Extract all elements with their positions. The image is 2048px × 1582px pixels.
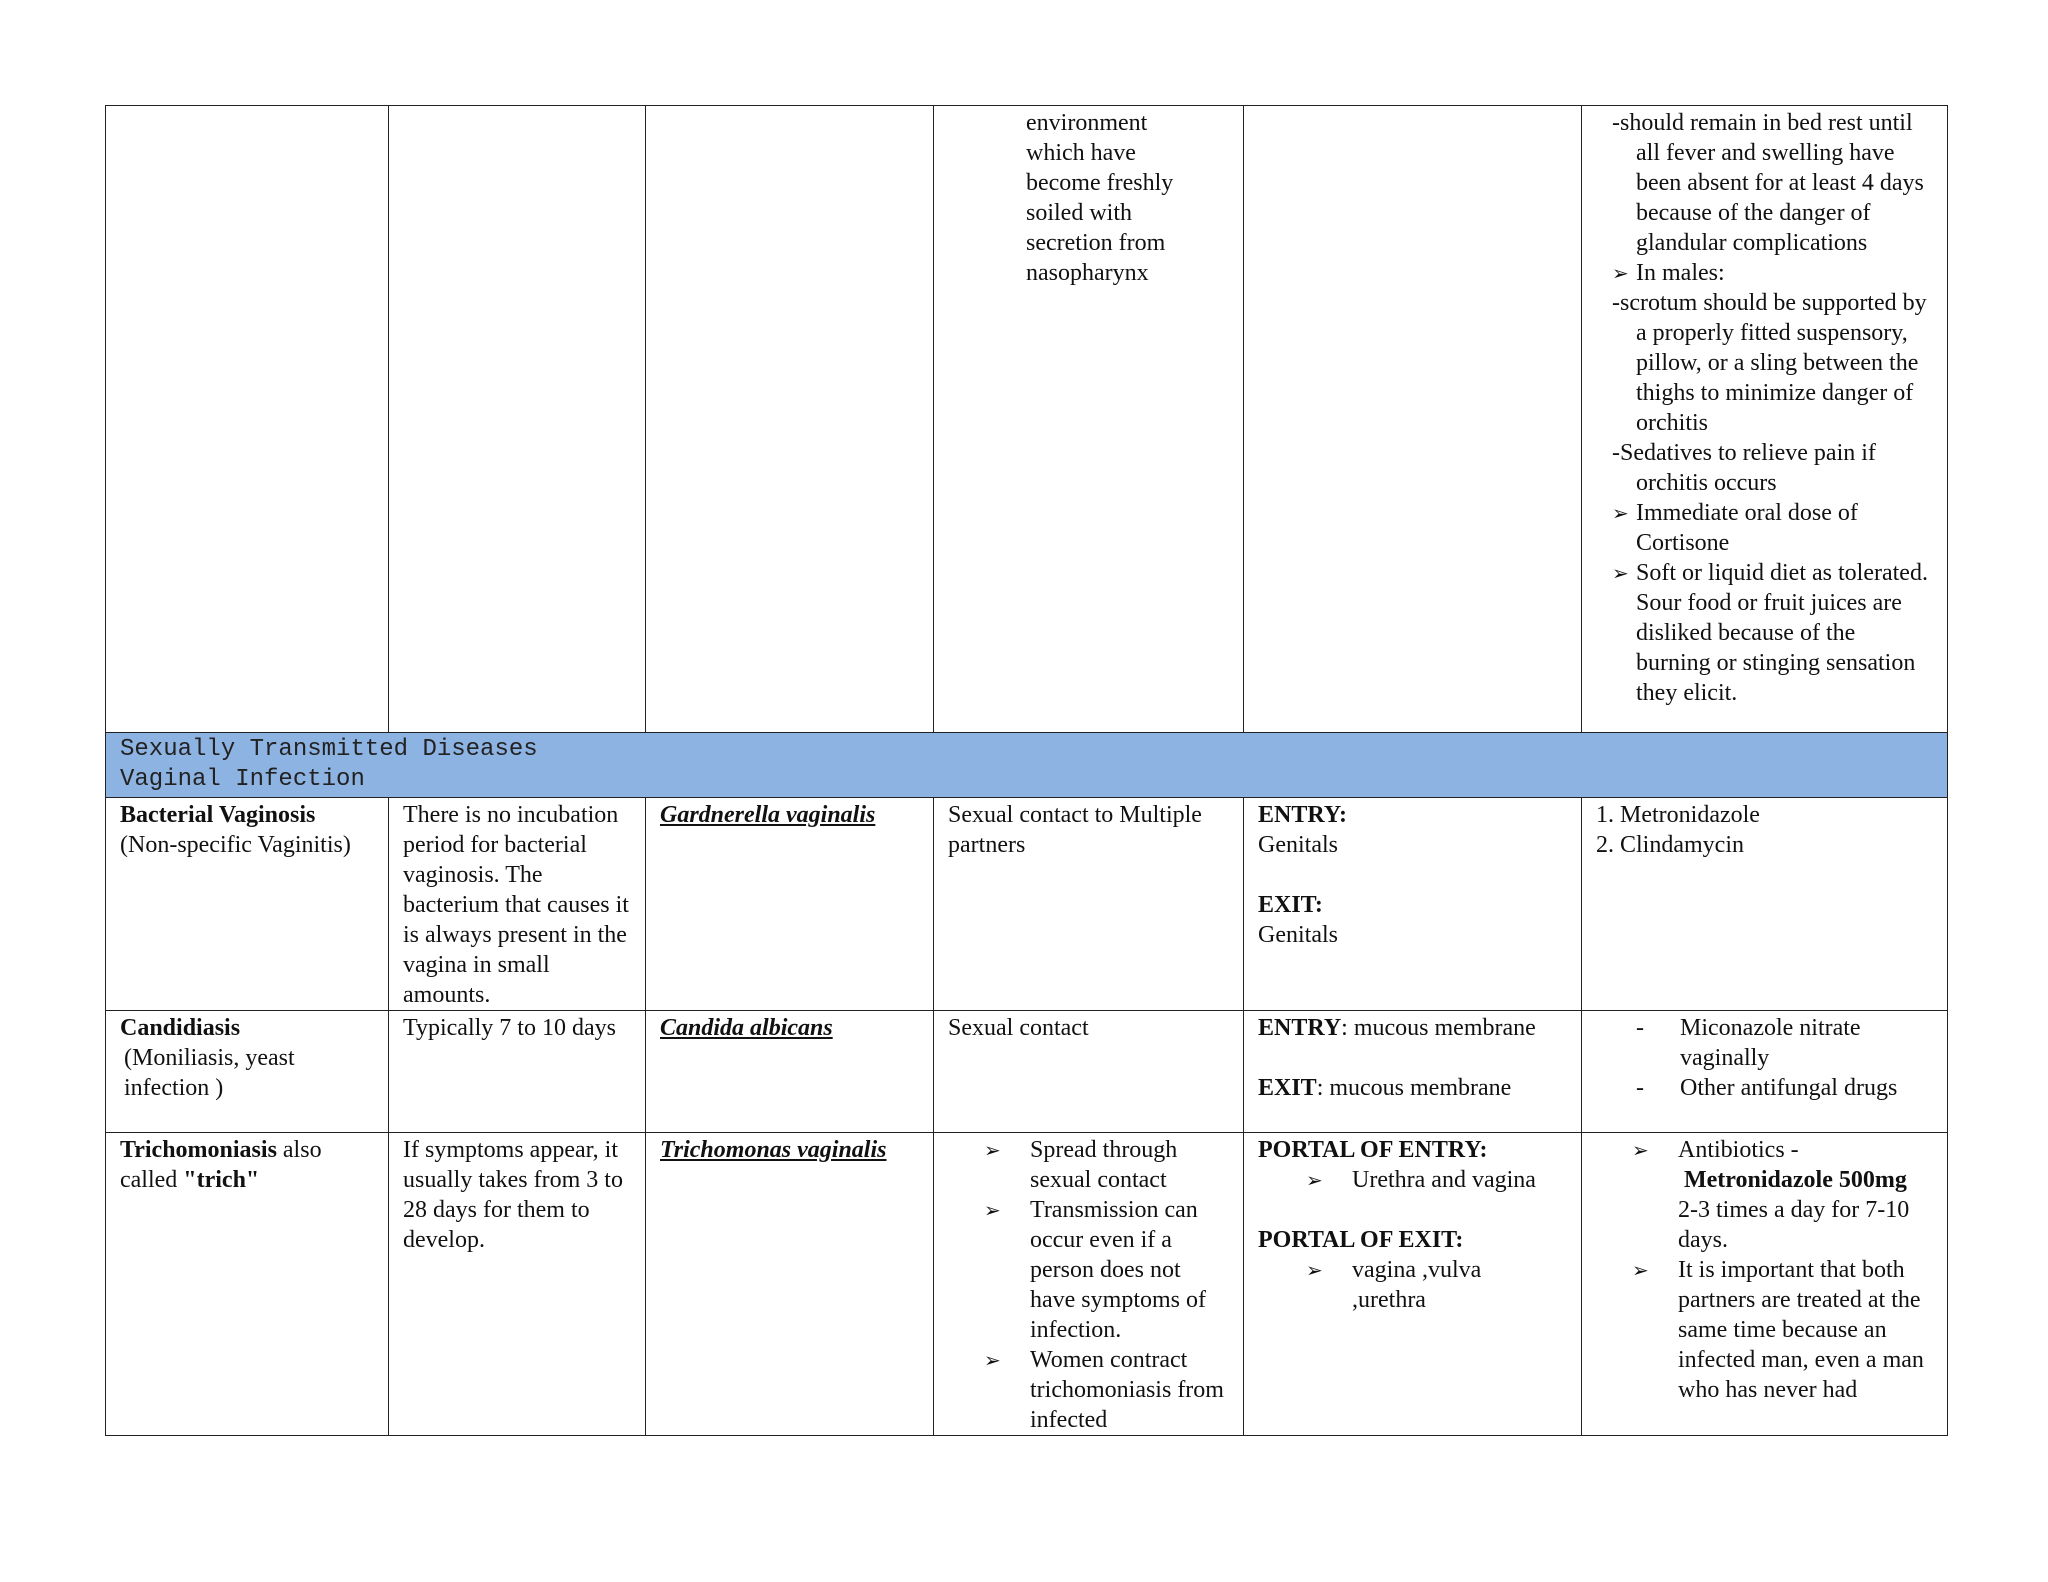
treatment-note: -should remain in bed rest until all fever and swelling have been absent for at least 4 days because of the danger of glandular complications [1612,110,1924,256]
arrow-bullet-icon: ➢ [1632,1138,1649,1162]
treatment-item: - Other antifungal drugs [1636,1075,1898,1101]
treatment-note: -scrotum should be supported by a properly fitted suspensory, pillow, or a sling between the thighs to minimize danger of orchitis [1612,290,1927,436]
arrow-bullet-icon: ➢ [1612,501,1629,525]
disease-name: Trichomoniasis [120,1137,277,1163]
treatment-bullet: ➢ It is important that both partners are treated at the same time because an infected man, even a man who has never had [1632,1257,1924,1403]
treatment-bullet: ➢ Immediate oral dose of Cortisone [1612,500,1858,556]
cell-treatment-continued [1582,106,1948,733]
text-line: secretion from [1026,230,1166,256]
entry-value: Genitals [1258,832,1338,858]
section-banner-row [106,733,1948,798]
entry-label: PORTAL OF ENTRY: [1258,1137,1488,1163]
cell-agent [646,1011,934,1133]
cell-disease [106,1133,389,1436]
exit-label: EXIT [1258,1075,1317,1101]
exit-value: ➢ vagina ,vulva ,urethra [1306,1257,1482,1313]
treatment-note: -Sedatives to relieve pain if orchitis occurs [1612,440,1876,496]
arrow-bullet-icon: ➢ [1632,1258,1649,1282]
treatment-bullet: ➢ Antibiotics - Metronidazole 500mg 2-3 times a day for 7-10 days. [1586,1135,1935,1255]
exit-label: EXIT: [1258,892,1323,918]
exit-line [1258,1073,1569,1103]
transmission-bullet: ➢ Women contract trichomoniasis from infected [984,1347,1224,1433]
entry-value: : mucous membrane [1341,1015,1536,1041]
exit-value: Genitals [1258,922,1338,948]
table-row-continued [106,106,1948,733]
agent-name: Gardnerella vaginalis [660,802,876,828]
text-line: soiled with [1026,200,1132,226]
cell-transmission: Sexual contact to Multiple partners [934,798,1244,1011]
cell-transmission: Sexual contact [934,1011,1244,1133]
cell-incubation: If symptoms appear, it usually takes from 3 to 28 days for them to develop. [389,1133,646,1436]
treatment-item: 1. Metronidazole [1596,802,1760,828]
text-line: environment [1026,110,1148,136]
treatment-bullet: ➢ Soft or liquid diet as tolerated. Sour food or fruit juices are disliked because of the burning or stinging sensation they elicit. [1612,560,1928,706]
transmission-bullet: ➢ Spread through sexual contact [984,1137,1178,1193]
cell-empty [646,106,934,733]
disease-connector: also called [120,1137,322,1193]
cell-portals [1244,1011,1582,1133]
treatment-item: - Miconazole nitrate vaginally [1636,1015,1861,1071]
cell-agent [646,798,934,1011]
arrow-bullet-icon: ➢ [1306,1168,1323,1192]
disease-name: Candidiasis [120,1015,241,1041]
text-line: which have [1026,140,1136,166]
arrow-bullet-icon: ➢ [1612,261,1629,285]
exit-label: PORTAL OF EXIT: [1258,1227,1464,1253]
table-row [106,1011,1948,1133]
agent-name: Trichomonas vaginalis [660,1137,887,1163]
treatment-bullet: ➢ In males: [1612,260,1725,286]
section-banner [106,733,1948,798]
arrow-bullet-icon: ➢ [984,1198,1001,1222]
section-subtitle: Vaginal Infection [120,766,365,793]
text-line: become freshly [1026,170,1174,196]
cell-transmission [934,1133,1244,1436]
entry-line [1258,1013,1569,1043]
transmission-bullet: ➢ Transmission can occur even if a person does not have symptoms of infection. [984,1197,1206,1343]
table-row [106,798,1948,1011]
cell-agent [646,1133,934,1436]
cell-portals [1244,1133,1582,1436]
cell-incubation: There is no incubation period for bacterial vaginosis. The bacterium that causes it is always present in the vagina in small amounts. [389,798,646,1011]
agent-name: Candida albicans [660,1015,833,1041]
arrow-bullet-icon: ➢ [1306,1258,1323,1282]
cell-disease [106,798,389,1011]
cell-treatment [1582,798,1948,1011]
arrow-bullet-icon: ➢ [1612,561,1629,585]
dash-bullet-icon: - [1636,1075,1644,1101]
cell-incubation: Typically 7 to 10 days [389,1011,646,1133]
drug-dose: Metronidazole 500mg [1684,1167,1907,1193]
disease-nickname: "trich" [183,1167,260,1193]
cell-treatment [1582,1133,1948,1436]
disease-alt-name: (Moniliasis, yeast infection ) [124,1045,295,1101]
disease-table [105,105,1948,1436]
cell-portals [1244,798,1582,1011]
text-line: nasopharynx [1026,260,1149,286]
cell-empty [389,106,646,733]
exit-value: : mucous membrane [1316,1075,1512,1101]
table-row [106,1133,1948,1436]
cell-empty [106,106,389,733]
treatment-item: 2. Clindamycin [1596,832,1744,858]
arrow-bullet-icon: ➢ [984,1138,1001,1162]
entry-label: ENTRY: [1258,802,1347,828]
cell-empty [1244,106,1582,733]
cell-disease [106,1011,389,1133]
disease-alt-name: (Non-specific Vaginitis) [120,832,351,858]
dash-bullet-icon: - [1636,1015,1644,1041]
entry-value: ➢ Urethra and vagina [1306,1167,1536,1193]
entry-label: ENTRY [1258,1015,1342,1041]
cell-treatment [1582,1011,1948,1133]
section-title: Sexually Transmitted Diseases [120,736,538,763]
disease-name: Bacterial Vaginosis [120,802,316,828]
cell-transmission-continued [934,106,1244,733]
arrow-bullet-icon: ➢ [984,1348,1001,1372]
